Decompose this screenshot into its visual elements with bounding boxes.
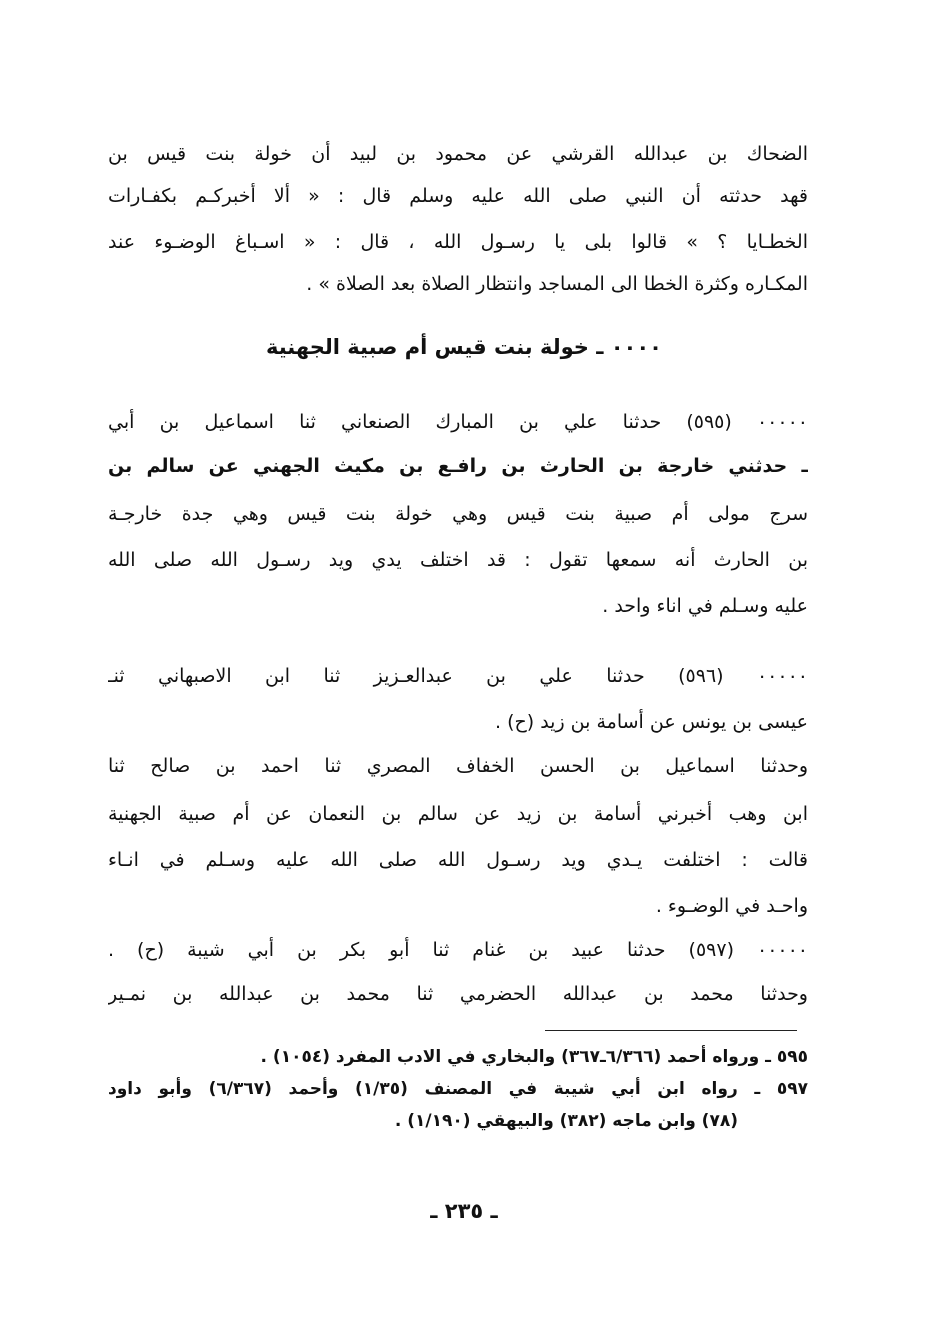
footnote-separator	[545, 1030, 797, 1031]
hadith-596-line-6: واحـد في الوضـوء .	[655, 895, 808, 917]
intro-line-3: الخطـايا ؟ » قالوا بلى يا رسـول الله ، قال : « اسـباغ الوضـوء عند	[108, 231, 808, 253]
hadith-596-line-5: قالت : اختلفت يـدي ويد رسـول الله صلى الله عليه وسـلم في انـاء	[108, 849, 808, 871]
footnote-595: ٥٩٥ ـ ورواه أحمد (٦/٣٦٦ـ٣٦٧) والبخاري في الادب المفرد (١٠٥٤) .	[260, 1047, 808, 1067]
footnote-597-continued: (٧٨) وابن ماجه (٣٨٢) والبيهقي (١/١٩٠) .	[394, 1111, 738, 1131]
intro-line-1: الضحاك بن عبدالله القرشي عن محمود بن لبيد أن خولة بنت قيس بن	[108, 143, 808, 165]
intro-line-2: قهد حدثته أن النبي صلى الله عليه وسلم قال : « ألا أخبركـم بكفـارات	[108, 185, 808, 207]
hadith-596-line-3: وحدثنا اسماعيل بن الحسن الخفاف المصري ثنا احمد بن صالح ثنا	[108, 755, 808, 777]
page-number: ـ ٢٣٥ ـ	[430, 1199, 498, 1223]
hadith-595-line-3: سرج مولى أم صبية بنت قيس وهي خولة بنت قيس وهي جدة خارجـة	[108, 503, 808, 525]
hadith-596-line-4: ابن وهب أخبرني أسامة بن زيد عن سالم بن النعمان عن أم صبية الجهنية	[108, 803, 808, 825]
hadith-596-line-1: ٠٠٠٠٠ (٥٩٦) حدثنا علي بن عبدالعـزيز ثنا ابن الاصبهاني ثنـ	[108, 665, 808, 687]
section-heading: ٠٠٠٠ ـ خولة بنت قيس أم صبية الجهنية	[266, 335, 662, 359]
hadith-595-line-2: ـ حدثني خارجة بن الحارث بن رافـع بن مكيث الجهني عن سالم بن	[108, 455, 808, 477]
footnote-597: ٥٩٧ ـ رواه ابن أبي شيبة في المصنف (١/٣٥) وأحمد (٦/٣٦٧) وأبو داود	[108, 1079, 808, 1099]
hadith-597-line-2: وحدثنا محمد بن عبدالله الحضرمي ثنا محمد بن عبدالله بن نمـير	[108, 983, 808, 1005]
hadith-596-line-2: عيسى بن يونس عن أسامة بن زيد (ح) .	[494, 711, 808, 733]
hadith-595-line-1: ٠٠٠٠٠ (٥٩٥) حدثنا علي بن المبارك الصنعاني ثنا اسماعيل بن أبي	[108, 411, 808, 433]
hadith-597-line-1: ٠٠٠٠٠ (٥٩٧) حدثنا عبيد بن غنام ثنا أبو بكر بن أبي شيبة (ح) .	[108, 939, 808, 961]
hadith-595-line-5: عليه وسـلم في اناء واحد .	[602, 595, 808, 617]
hadith-595-line-4: بن الحارث أنه سمعها تقول : قد اختلف يدي ويد رسـول الله صلى الله	[108, 549, 808, 571]
intro-line-4: المكـاره وكثرة الخطا الى المساجد وانتظار الصلاة بعد الصلاة » .	[306, 273, 808, 295]
